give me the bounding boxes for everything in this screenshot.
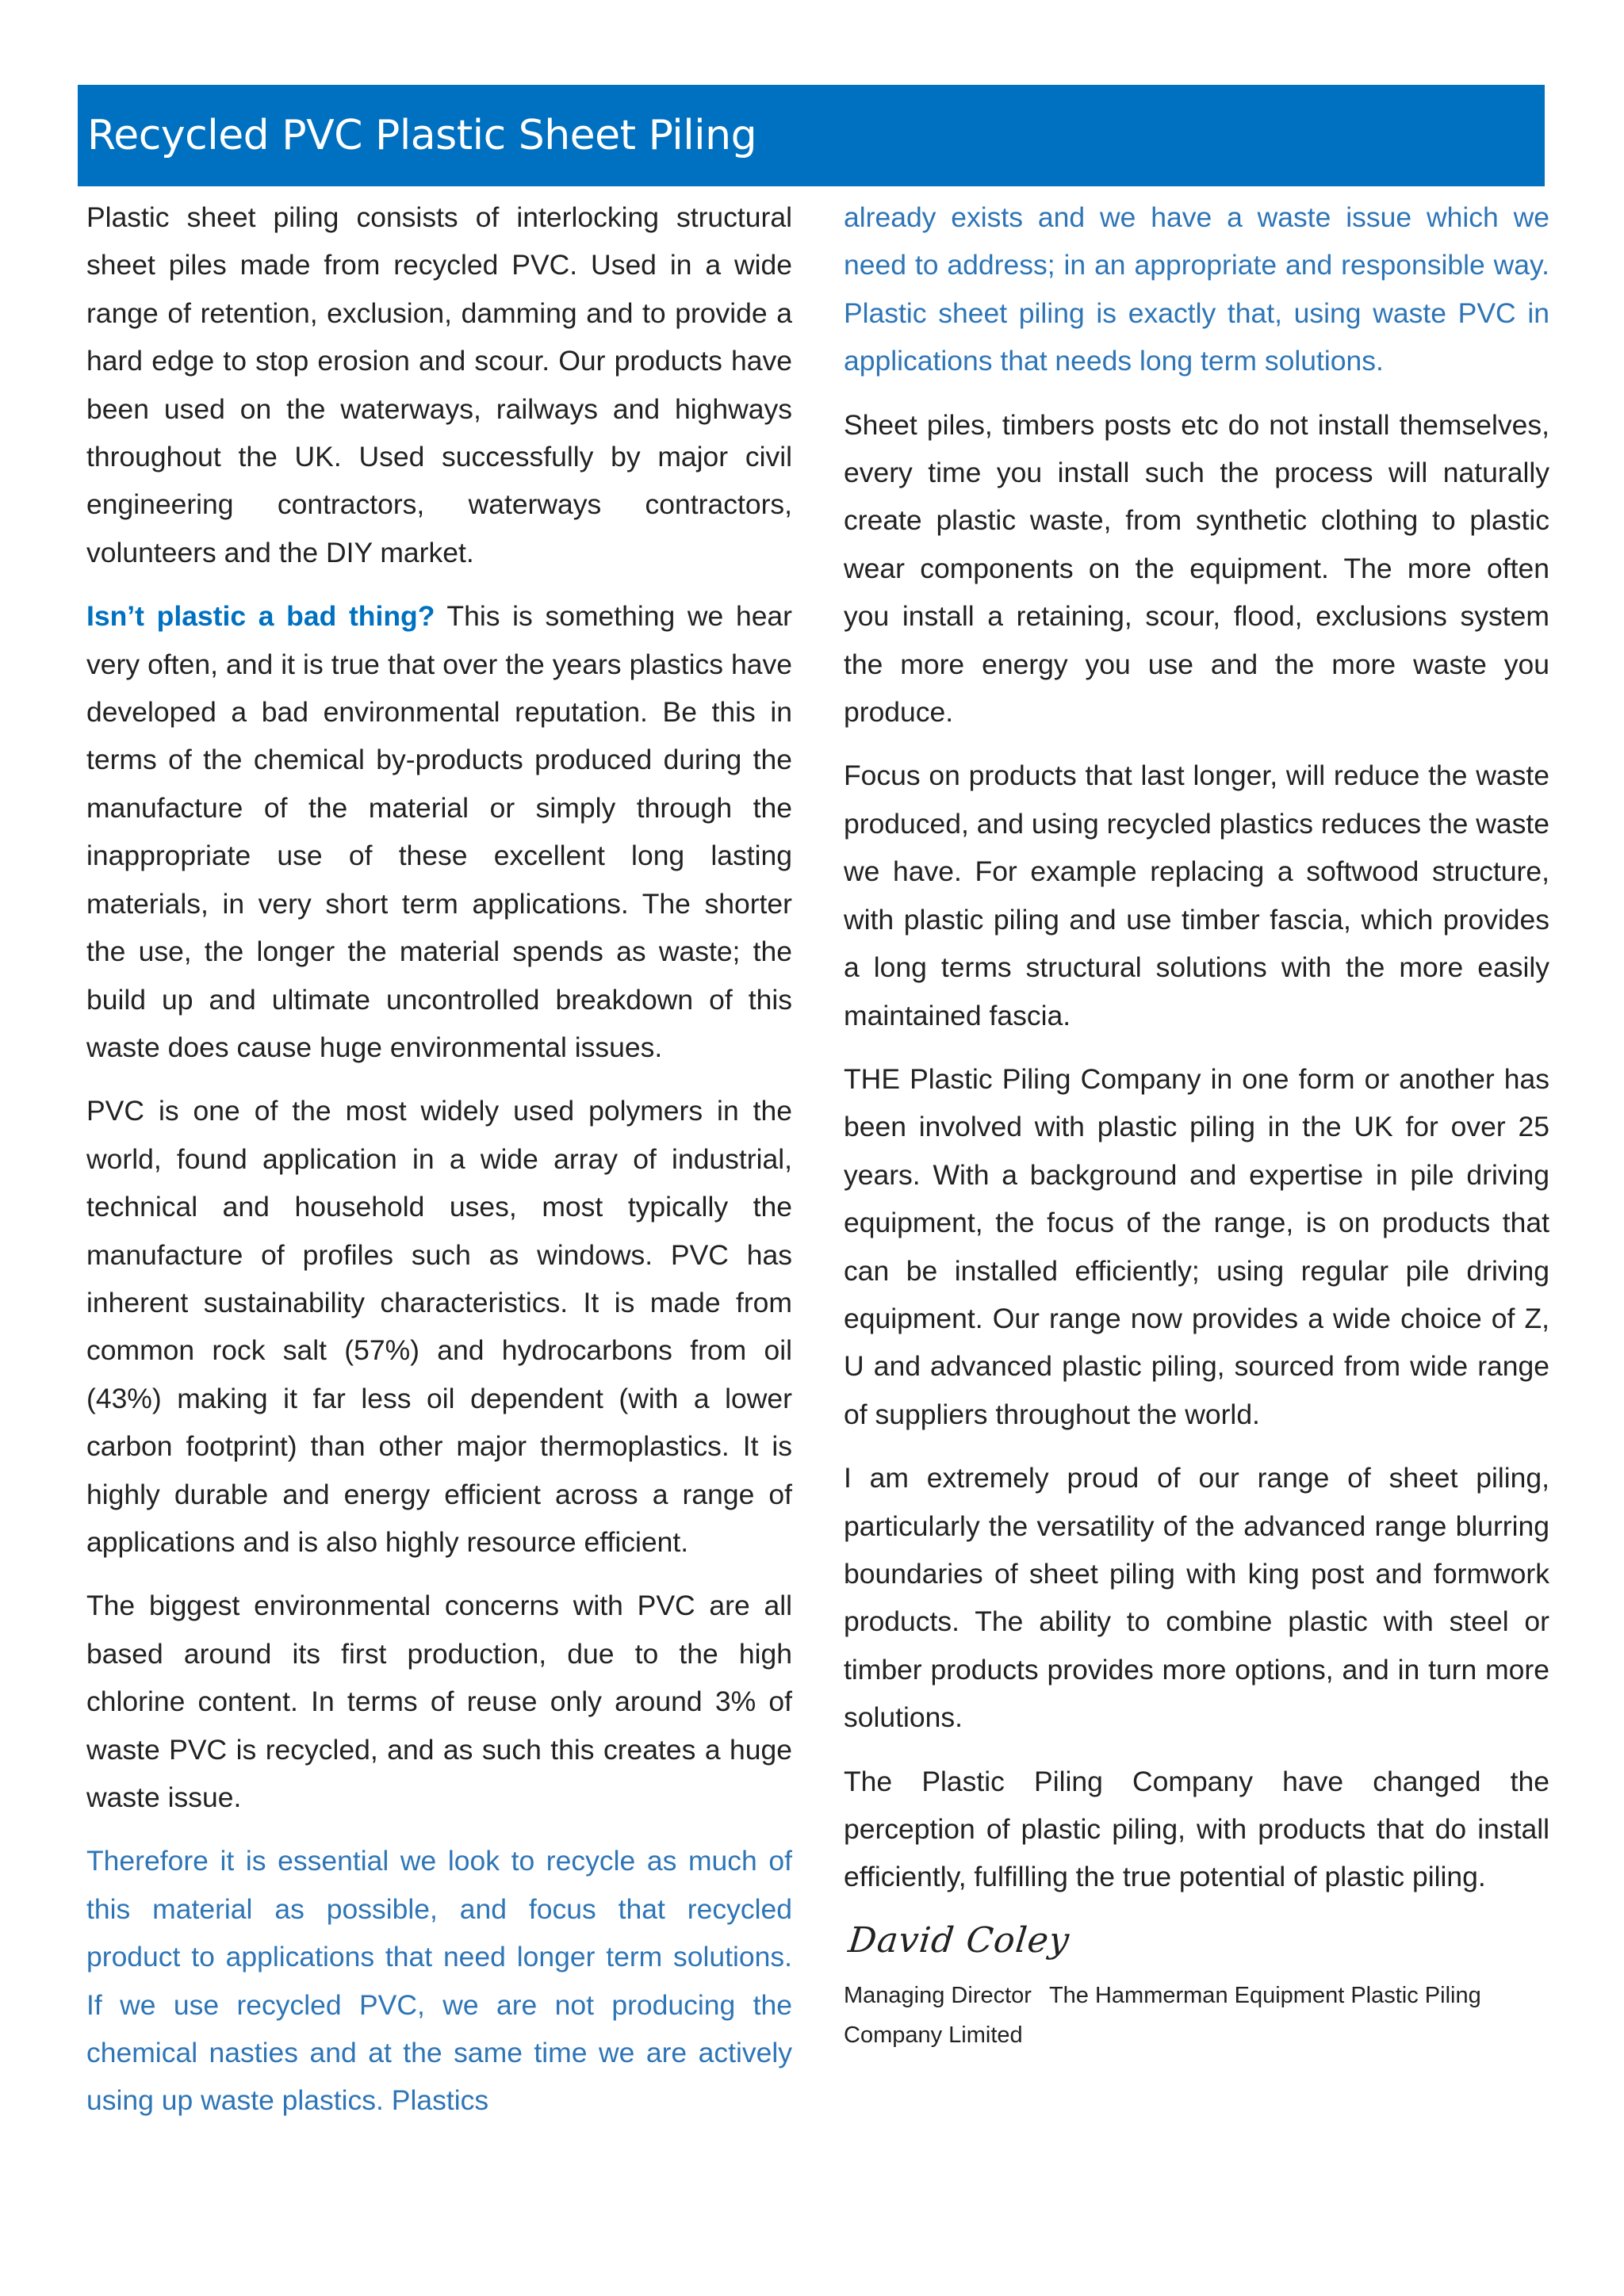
bad-thing-paragraph bbox=[86, 592, 792, 1071]
focus-paragraph: Focus on products that last longer, will reduce the waste produced, and using recycled plastics reduces the waste we have. For example replacing a softwood structure, with plastic piling and use timber fascia, which provides a long terms structural solutions with the more easily maintained fascia. bbox=[844, 760, 1549, 1031]
perception-paragraph: The Plastic Piling Company have changed the perception of plastic piling, with products that do install efficiently, fulfilling the true potential of plastic piling. bbox=[844, 1765, 1549, 1893]
recycle-paragraph-continued: already exists and we have a waste issue which we need to address; in an appropriate and responsible way. Plastic sheet piling is exactly that, using waste PVC in applications that needs long term solutions. bbox=[844, 201, 1549, 377]
concerns-paragraph: The biggest environmental concerns with PVC are all based around its first production, due to the high chlorine content. In terms of reuse only around 3% of waste PVC is recycled, and as such this creates a huge waste issue. bbox=[86, 1590, 792, 1813]
signature-credit bbox=[844, 1976, 1549, 2055]
proud-paragraph: I am extremely proud of our range of sheet piling, particularly the versatility of the advanced range blurring boundaries of sheet piling with king post and formwork products. The ability to combine plastic with steel or timber products provides more options, and in turn more solutions. bbox=[844, 1462, 1549, 1734]
bad-thing-body: This is something we hear very often, and it is true that over the years plastics have developed a bad environmental reputation. Be this in terms of the chemical by-products produced during the manufacture of the material or simply through the inappropriate use of these excellent long lasting materials, in very short term applications. The shorter the use, the longer the material spends as waste; the build up and ultimate uncontrolled breakdown of this waste does cause huge environmental issues. bbox=[86, 600, 792, 1063]
left-column bbox=[86, 193, 792, 2141]
signature-role: Managing Director bbox=[844, 1982, 1032, 2008]
page-title: Recycled PVC Plastic Sheet Piling bbox=[87, 112, 757, 159]
intro-paragraph: Plastic sheet piling consists of interlocking structural sheet piles made from recycled PVC. Used in a wide range of retention, exclusion, damming and to provide a hard edge to stop erosion and scour. Our products have been used on the waterways, railways and highways throughout the UK. Used successfully by major civil engineering contractors, waterways contractors, volunteers and the DIY market. bbox=[86, 201, 792, 568]
signature-company: The Hammerman Equipment Plastic Piling Company Limited bbox=[844, 1982, 1481, 2048]
right-column bbox=[844, 193, 1549, 2071]
company-history-paragraph: THE Plastic Piling Company in one form or another has been involved with plastic piling in the UK for over 25 years. With a background and expertise in pile driving equipment, the focus of the range, is on products that can be installed efficiently; using regular pile driving equipment. Our range now provides a wide choice of Z, U and advanced plastic piling, sourced from wide range of suppliers throughout the world. bbox=[844, 1062, 1549, 1430]
recycle-paragraph: Therefore it is essential we look to recycle as much of this material as possible, and focus that recycled product to applications that need longer term solutions. If we use recycled PVC, we are not producing the chemical nasties and at the same time we are actively using up waste plastics. Plastics bbox=[86, 1845, 792, 2117]
install-paragraph: Sheet piles, timbers posts etc do not install themselves, every time you install such the process will naturally create plastic waste, from synthetic clothing to plastic wear components on the equipment. The more often you install a retaining, scour, flood, exclusions system the more energy you use and the more waste you produce. bbox=[844, 408, 1549, 729]
title-bar bbox=[78, 85, 1545, 186]
bad-thing-lead: Isn’t plastic a bad thing? bbox=[86, 600, 435, 633]
pvc-paragraph: PVC is one of the most widely used polymers in the world, found application in a wide array of industrial, technical and household uses, most typically the manufacture of profiles such as windows. PVC has inherent sustainability characteristics. It is made from common rock salt (57%) and hydrocarbons from oil (43%) making it far less oil dependent (with a lower carbon footprint) than other major thermoplastics. It is highly durable and energy efficient across a range of applications and is also highly resource efficient. bbox=[86, 1095, 792, 1558]
signature: David Coley bbox=[846, 1919, 1072, 1961]
